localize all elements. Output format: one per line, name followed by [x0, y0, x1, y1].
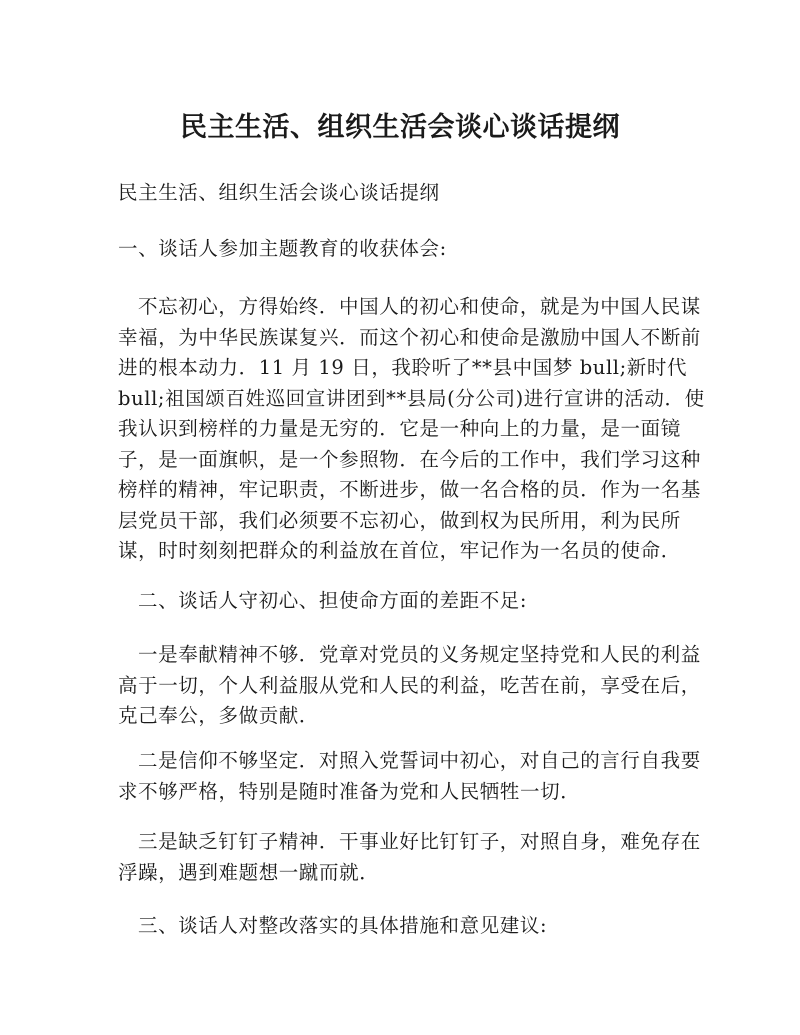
- section-2-item-3: 三是缺乏钉钉子精神．干事业好比钉钉子，对照自身，难免存在浮躁，遇到难题想一蹴而就．: [118, 830, 701, 884]
- section-2-item-2: 二是信仰不够坚定．对照入党誓词中初心，对自己的言行自我要求不够严格，特别是随时准备为党和人民牺牲一切．: [118, 749, 701, 803]
- section-1-paragraph: 不忘初心，方得始终．中国人的初心和使命，就是为中国人民谋幸福，为中华民族谋复兴．而这个初心和使命是激励中国人不断前进的根本动力．11 月 19 日，我聆听了**县中国梦 bull;新时代 bull;祖国颂百姓巡回宣讲团到**县局(分公司)进行宣讲的活动．使我认识到榜样的力量是无穷的．它是一种向上的力量，是一面镜子，是一面旗帜，是一个参照物．在今后的工作中，我们学习这种榜样的精神，牢记职责，不断进步，做一名合格的员．作为一名基层党员干部，我们必须要不忘初心，做到权为民所用，利为民所谋，时时刻刻把群众的利益放在首位，牢记作为一名员的使命．: [118, 295, 705, 562]
- section-1-heading: 一、谈话人参加主题教育的收获体会:: [118, 237, 447, 260]
- section-2-heading: 二、谈话人守初心、担使命方面的差距不足:: [138, 589, 528, 612]
- section-3-heading: 三、谈话人对整改落实的具体措施和意见建议:: [138, 914, 548, 937]
- document-subtitle: 民主生活、组织生活会谈心谈话提纲: [118, 181, 440, 204]
- document-title: 民主生活、组织生活会谈心谈话提纲: [180, 112, 620, 143]
- section-2-item-1: 一是奉献精神不够．党章对党员的义务规定坚持党和人民的利益高于一切，个人利益服从党和人民的利益，吃苦在前，享受在后，克己奉公，多做贡献．: [118, 643, 701, 727]
